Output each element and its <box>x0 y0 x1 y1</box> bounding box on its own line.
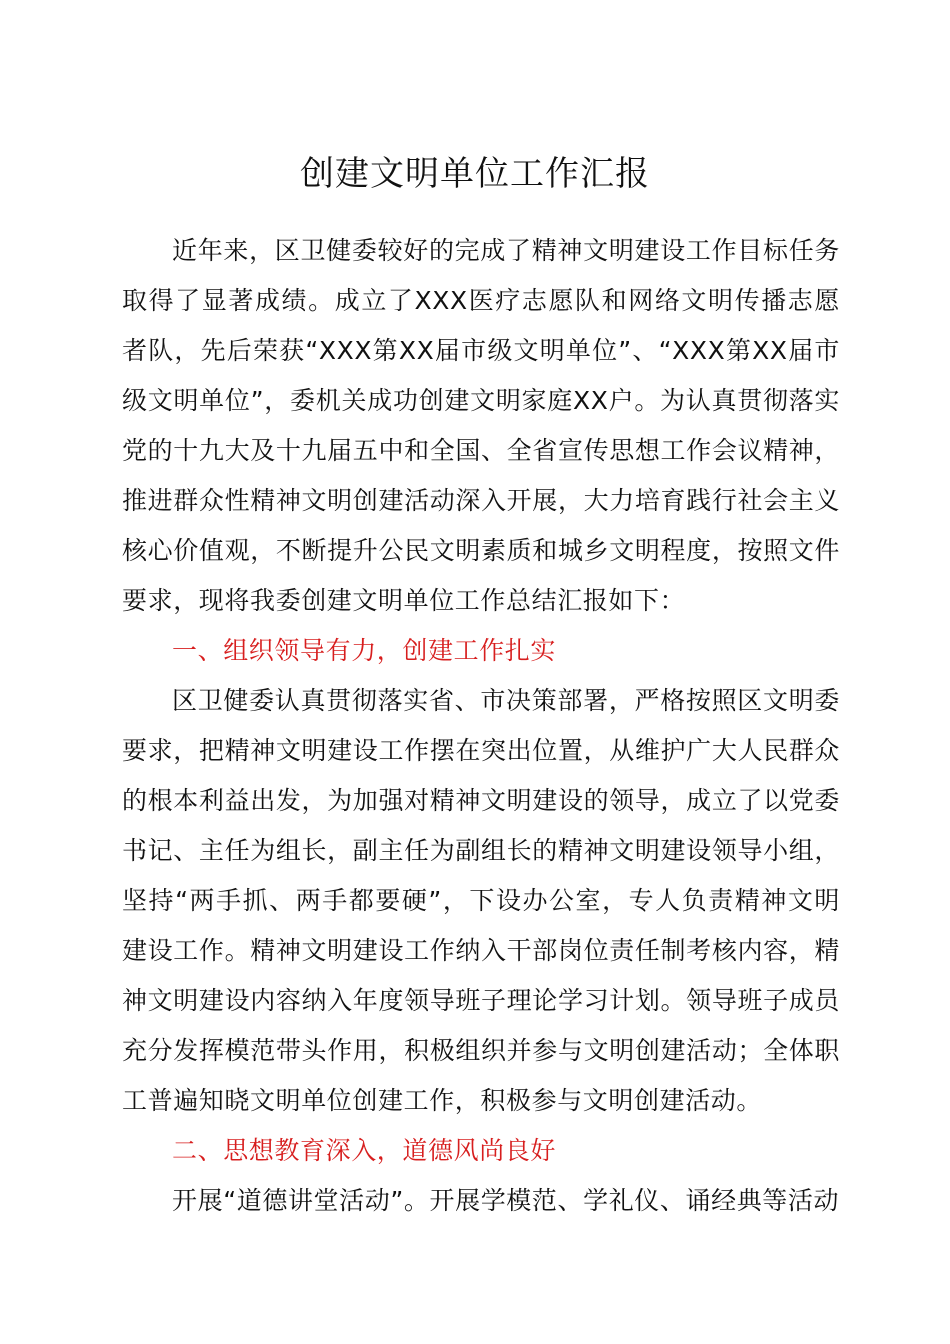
section-1-heading: 一、组织领导有力，创建工作扎实 <box>172 636 557 665</box>
section-2-heading: 二、思想教育深入，道德风尚良好 <box>172 1136 557 1165</box>
document-body <box>122 226 840 1226</box>
section-1-paragraph: 区卫健委认真贯彻落实省、市决策部署，严格按照区文明委要求，把精神文明建设工作摆在突出位置，从维护广大人民群众的根本利益出发，为加强对精神文明建设的领导，成立了以党委书记、主任为组长，副主任为副组长的精神文明建设领导小组，坚持“两手抓、两手都要硬”，下设办公室，专人负责精神文明建设工作。精神文明建设工作纳入干部岗位责任制考核内容，精神文明建设内容纳入年度领导班子理论学习计划。领导班子成员充分发挥模范带头作用，积极组织并参与文明创建活动；全体职工普遍知晓文明单位创建工作，积极参与文明创建活动。 <box>122 686 840 1115</box>
document-title: 创建文明单位工作汇报 <box>300 154 650 194</box>
section-2-paragraph: 开展“道德讲堂活动”。开展学模范、学礼仪、诵经典等活动 <box>172 1186 840 1215</box>
intro-paragraph: 近年来，区卫健委较好的完成了精神文明建设工作目标任务取得了显著成绩。成立了XXX医疗志愿队和网络文明传播志愿者队，先后荣获“XXX第XX届市级文明单位”、“XXX第XX届市级文明单位”，委机关成功创建文明家庭XX户。为认真贯彻落实党的十九大及十九届五中和全国、全省宣传思想工作会议精神，推进群众性精神文明创建活动深入开展，大力培育践行社会主义核心价值观，不断提升公民文明素质和城乡文明程度，按照文件要求，现将我委创建文明单位工作总结汇报如下： <box>122 236 840 615</box>
